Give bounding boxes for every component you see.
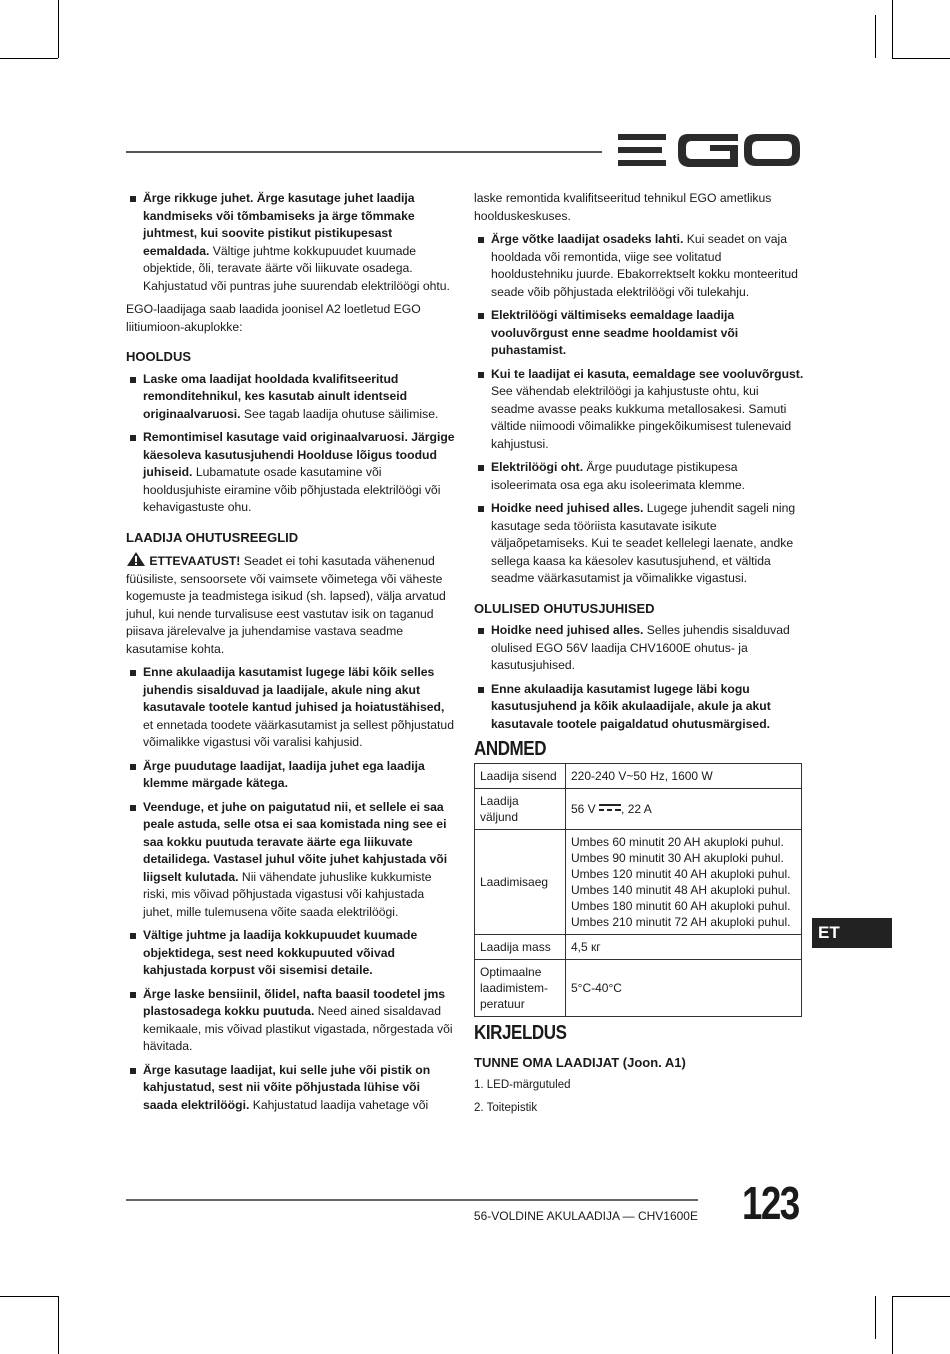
list-item: Vältige juhtme ja laadija kokkupuudet kuumade objektidega, sest need kokkupuuted võivad kahjustada korpust või sisemisi detaile.: [126, 927, 456, 980]
list-item: Veenduge, et juhe on paigutatud nii, et sellele ei saa peale astuda, selle otsa ei saa komistada ning see ei saa kokku puutuda teravate äärte ega liikuvate detailidega. Vastasel juhul võite juhet kahjustada või liigselt kulutada. Nii vähendate juhuslike kukkumiste riski, mis võivad põhjustada vigastusi või kahjustada juhet, mille tulemusena võite saada elektrilöögi.: [126, 799, 456, 922]
section-heading: LAADIJA OHUTUSREEGLID: [126, 529, 299, 545]
warning-paragraph: ETTEVAATUST! Seadet ei tohi kasutada vähenenud füüsiliste, sensoorsete või vaimsete võimetega või väheste kogemuste ja teadmistega isikud (sh. lapsed), välja arvatud juhul, kui nende turvalisuse eest vastutav isik on taganud piisava järelevalve ja juhendamise vastava seadme kasutamise kohta.: [126, 551, 456, 658]
section-heading: HOOLDUS: [126, 349, 191, 364]
crop-mark: [0, 1296, 58, 1297]
continued-text: laske remontida kvalifitseeritud tehnikul EGO ametlikus hoolduskeskuses.: [474, 191, 772, 223]
list-item: Ärge puudutage laadijat, laadija juhet ega laadija klemme märgade kätega.: [126, 758, 456, 793]
header-rule: [126, 151, 602, 153]
right-column: [474, 190, 804, 1124]
language-tab: ET: [812, 918, 892, 948]
list-item: Laske oma laadijat hooldada kvalifitseeritud remonditehnikul, kes kasutab ainult identseid originaalvaruosi. See tagab laadija ohutuse säilimise.: [126, 371, 456, 424]
crop-mark: [58, 0, 59, 58]
ego-logo: [618, 130, 800, 170]
list-item: Ärge laske bensiinil, õlidel, nafta baasil toodetel jms plastosadega kokku puutuda. Need ained sisaldavad kemikaale, mis võivad plastikut vigastada, nõrgestada või hävitada.: [126, 986, 456, 1056]
list-item: Elektrilöögi oht. Ärge puudutage pistikupesa isoleerimata osa ega aku isoleerimata klemme.: [474, 459, 804, 494]
warning-triangle-icon: [126, 551, 146, 567]
page-number: 123: [742, 1177, 799, 1229]
crop-mark: [875, 1296, 876, 1339]
section-heading: TUNNE OMA LAADIJAT (Joon. A1): [474, 1055, 686, 1070]
crop-mark: [892, 1296, 950, 1297]
kirjeldus-heading: KIRJELDUS: [474, 1021, 567, 1044]
list-item: Ärge rikkuge juhet. Ärge kasutage juhet laadija kandmiseks või tõmbamiseks ja ärge tõmmake juhtmest, kui soovite pistikut pistikupesast eemaldada. Vältige juhtme kokkupuudet kuumade objektide, õli, teravate äärte või liikuvate osadega. Kahjustatud või puntras juhe suurendab elektrilöögi ohtu.: [126, 190, 456, 295]
list-item: Kui te laadijat ei kasuta, eemaldage see vooluvõrgust. See vähendab elektrilöögi ja kahjustuste ohtu, kui seadme avasse peaks kukkuma metallosakesi. Samuti vältide niimoodi võimalikke pingekõikumisest tulenevaid kahjustusi.: [474, 366, 804, 454]
list-item: Remontimisel kasutage vaid originaalvaruosi. Järgige käesoleva kasutusjuhendi Hoolduse lõigus toodud juhiseid. Lubamatute osade kasutamine või hooldusjuhiste eiramine võib põhjustada elektrilöögi või kehavigastuste ohu.: [126, 429, 456, 517]
crop-mark: [58, 1296, 59, 1354]
crop-mark: [892, 58, 950, 59]
specs-table: [474, 763, 802, 1017]
crop-mark: [875, 15, 876, 58]
list-item: Enne akulaadija kasutamist lugege läbi kõik selles juhendis sisalduvad ja laadijale, akule ning akut kasutavale tootele kantud juhised ja hoiatustähised, et ennetada toodete väärkasutamist ja sellest põhjustatud võimalikke vigastusi või varalisi kahjusid.: [126, 664, 456, 752]
crop-mark: [892, 0, 893, 58]
left-column: [126, 190, 456, 1120]
crop-mark: [0, 58, 58, 59]
table-row: Laadija mass 4,5 кг: [475, 934, 802, 959]
brand-text: EGO: [618, 169, 621, 170]
crop-mark: [892, 1296, 893, 1354]
list-item: Ärge võtke laadijat osadeks lahti. Kui seadet on vaja hooldada või remontida, viige see volitatud hooldustehniku juurde. Ebakorrektselt kokku monteeritud seade võib põhjustada elektrilöögi või tulekahju.: [474, 231, 804, 301]
section-heading: OLULISED OHUTUSJUHISED: [474, 600, 655, 616]
list-item: Hoidke need juhised alles. Lugege juhendit sageli ning kasutage seda tööriista kasutavate isikute väljaõpetamiseks. Kui te seadet kellelegi laenate, andke sellega kaasa ka käesolev kasutusjuhend, et vältida seadme väärkasutamist ja võimalikke vigastusi.: [474, 500, 804, 588]
list-item: Elektrilöögi vältimiseks eemaldage laadija vooluvõrgust enne seadme hooldamist või puhastamist.: [474, 307, 804, 360]
table-row: Optimaalne laadimistem-peratuur 5°C-40°C: [475, 959, 802, 1016]
list-item: Hoidke need juhised alles. Selles juhendis sisalduvad olulised EGO 56V laadija CHV1600E ohutus- ja kasutusjuhised.: [474, 622, 804, 675]
list-item: 1. LED-märgutuled: [474, 1078, 571, 1091]
list-item: Enne akulaadija kasutamist lugege läbi kogu kasutusjuhend ja kõik akulaadijale, akule ja akut kasutavale tootele paigaldatud ohutusmärgised.: [474, 681, 804, 734]
list-item: Ärge kasutage laadijat, kui selle juhe või pistik on kahjustatud, sest nii võite põhjustada lühise või saada elektrilöögi. Kahjustatud laadija vahetage või: [126, 1062, 456, 1115]
intro-text: EGO-laadijaga saab laadida joonisel A2 loetletud EGO liitiumioon-akuplokke:: [126, 302, 421, 334]
list-item: 2. Toitepistik: [474, 1102, 538, 1114]
table-row: Laadija sisend 220-240 V~50 Hz, 1600 W: [475, 763, 802, 788]
footer-rule: [126, 1199, 698, 1201]
dc-symbol-icon: [599, 803, 621, 813]
andmed-heading: ANDMED: [474, 738, 547, 760]
footer-text: 56-VOLDINE AKULAADIJA — CHV1600E: [473, 1209, 698, 1223]
table-row: Laadija väljund 56 V , 22 A: [475, 788, 802, 829]
table-row: Laadimisaeg Umbes 60 minutit 20 AH akuploki puhul. Umbes 90 minutit 30 AH akuploki puhul. Umbes 120 minutit 40 AH akuploki puhul. Umbes 140 minutit 48 AH akuploki puhul. Umbes 180 minutit 60 AH akuploki puhul. Umbes 210 minutit 72 AH akuploki puhul.: [475, 829, 802, 934]
